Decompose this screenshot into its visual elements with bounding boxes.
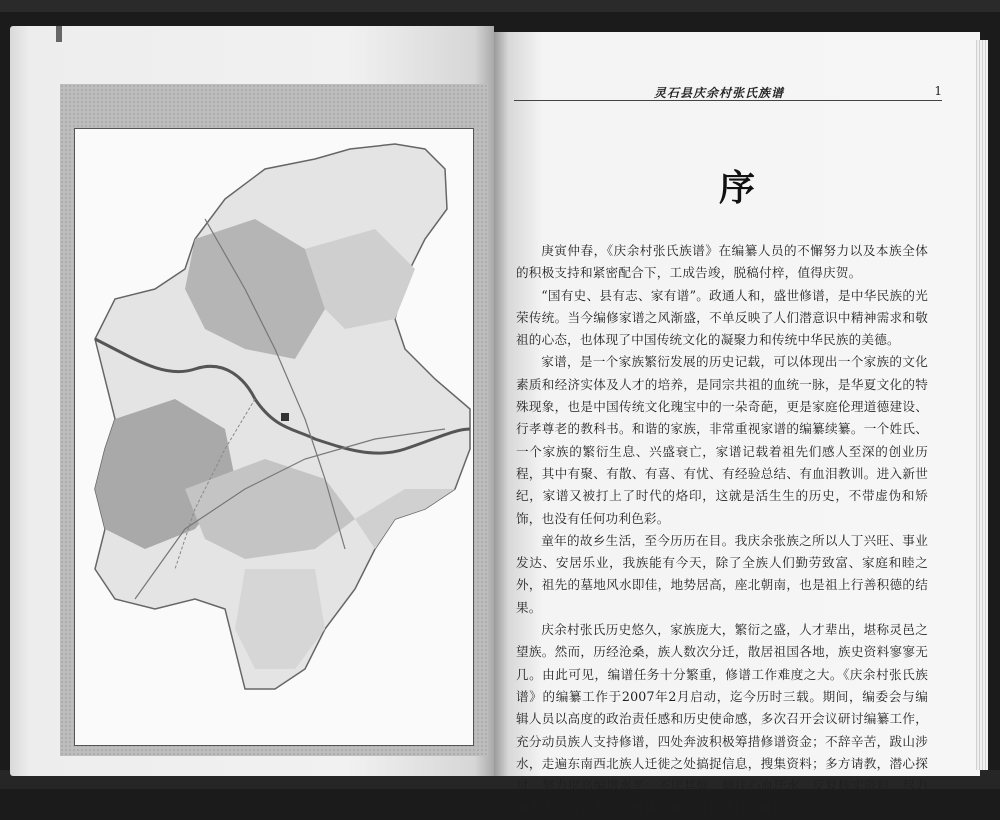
running-head xyxy=(514,84,942,101)
preface-body xyxy=(516,240,928,820)
preface-paragraph: 童年的故乡生活，至今历历在目。我庆余张族之所以人丁兴旺、事业发达、安居乐业，我族能有今天，除了全族人们勤劳致富、家庭和睦之外，祖先的墓地风水即佳，地势居高，座北朝南，也是祖上行善积德的结果。 xyxy=(516,532,928,615)
preface-paragraph: 家谱，是一个家族繁衍发展的历史记载，可以体现出一个家族的文化素质和经济实体及人才的培养，是同宗共祖的血统一脉，是华夏文化的特殊现象，也是中国传统文化瑰宝中的一朵奇葩，更是家庭伦理道德建设、行孝尊老的教科书。和谐的家族，非常重视家谱的编纂续纂。一个姓氏、一个家族的繁衍生息、兴盛衰亡，家谱记载着祖先们感人至深的创业历程，其中有聚、有散、有喜、有忧、有经验总结、有血泪教训。进入新世纪，家谱又被打上了时代的烙印，这就是活生生的历史，不带虚伪和矫饰，也没有任何功利色彩。 xyxy=(516,354,928,526)
page-edges xyxy=(976,40,988,770)
running-title: 灵石县庆余村张氏族谱 xyxy=(654,86,785,100)
county-map xyxy=(74,128,474,746)
preface-paragraph: 庚寅仲春，《庆余村张氏族谱》在编纂人员的不懈努力以及本族全体的积极支持和紧密配合下，工成告竣，脱稿付梓，值得庆贺。 xyxy=(516,243,928,281)
preface-heading: 序 xyxy=(718,167,755,209)
open-book xyxy=(10,26,990,816)
preface-paragraph: 庆余村张氏历史悠久，家族庞大，繁衍之盛，人才辈出，堪称灵邑之望族。然而，历经沧桑，族人数次分迁，散居祖国各地，族史资料寥寥无几。由此可见，编谱任务十分繁重，修谱工作难度之大。《庆余村张氏族谱》的编纂工作于2007年2月启动，迄今历时三载。期间，编委会与编辑人员以高度的政治责任感和历史使命感，多次召开会议研讨编纂工作，充分动员族人支持修谱，四处奔波积极筹措修谱资金；不辞辛苦，跋山涉水，走遍东南西北族人迁徙之处搞捉信息，搜集资料；多方请教，潜心探讨，努力提高编谱水平；不厌其烦，倾注心血汗水，反复核实资料，尽力减少入谱内容失误；废寝忘食，夜以继日，精心编 xyxy=(516,622,928,816)
county-seat-marker xyxy=(281,413,289,421)
county-map-panel xyxy=(60,84,488,756)
bookmark-ribbon xyxy=(56,26,62,42)
table-background-top xyxy=(0,0,1000,12)
left-page xyxy=(10,26,494,776)
page-number: 1 xyxy=(934,84,942,98)
right-page xyxy=(494,32,980,816)
preface-paragraph: “国有史、县有志、家有谱”。政通人和，盛世修谱，是中华民族的光荣传统。当今编修家谱之风渐盛，不单反映了人们潜意识中精神需求和敬祖的心态，也体现了中国传统文化的凝聚力和传统中华民族的美德。 xyxy=(516,287,928,348)
county-map-drawing xyxy=(75,129,473,745)
